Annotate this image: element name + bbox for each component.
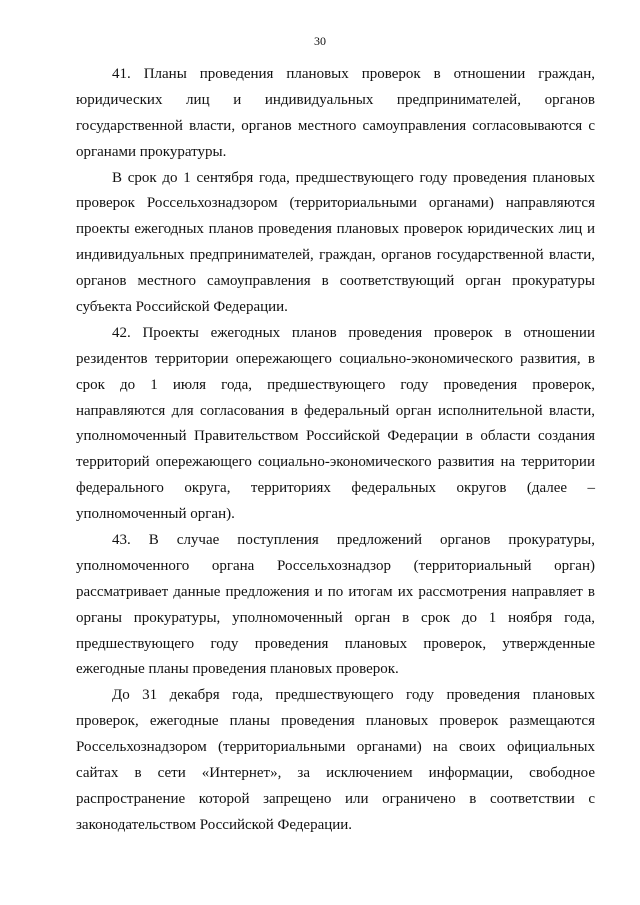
paragraph-deadline-line: проекты ежегодных планов проведения плановых проверок юридических лиц и	[76, 221, 595, 238]
paragraph-deadline-line: субъекта Российской Федерации.	[76, 299, 288, 316]
paragraph-43-line: ежегодные планы проведения плановых проверок.	[76, 661, 399, 678]
paragraph-42-line: 42. Проекты ежегодных планов проведения проверок в отношении	[112, 324, 595, 341]
document-body	[76, 62, 595, 839]
paragraph-41-line: юридических лиц и индивидуальных предпринимателей, органов	[76, 91, 595, 108]
paragraph-publication-line: распространение которой запрещено или ограничено в соответствии с	[76, 790, 595, 807]
paragraph-42-line: резидентов территории опережающего социально-экономического развития, в	[76, 350, 595, 367]
paragraph-42-line: уполномоченный орган).	[76, 506, 235, 523]
paragraph-42-line: уполномоченный Правительством Российской Федерации в области создания	[76, 428, 595, 445]
paragraph-43-line: предшествующего году проведения плановых проверок, утвержденные	[76, 635, 595, 652]
paragraph-deadline-line: индивидуальных предпринимателей, граждан, органов государственной власти,	[76, 247, 595, 264]
paragraph-42-line: направляются для согласования в федеральный орган исполнительной власти,	[76, 402, 595, 419]
paragraph-publication-line: законодательством Российской Федерации.	[76, 816, 353, 833]
paragraph-publication-line: проверок, ежегодные планы проведения плановых проверок размещаются	[76, 713, 595, 730]
paragraph-42-line: федерального округа, территориях федеральных округов (далее –	[76, 480, 595, 497]
paragraph-41-line: государственной власти, органов местного самоуправления согласовываются с	[76, 117, 595, 134]
paragraph-publication-line: До 31 декабря года, предшествующего году проведения плановых	[112, 687, 595, 704]
page-number: 30	[314, 34, 326, 48]
paragraph-deadline-line: В срок до 1 сентября года, предшествующего году проведения плановых	[112, 169, 595, 186]
paragraph-43-line: уполномоченного органа Россельхознадзор (территориальный орган)	[76, 557, 595, 574]
paragraph-41-line: 41. Планы проведения плановых проверок в отношении граждан,	[112, 66, 595, 82]
paragraph-deadline-line: проверок Россельхознадзором (территориальными органами) направляются	[76, 195, 595, 212]
paragraph-deadline-line: органов местного самоуправления в соответствующий орган прокуратуры	[76, 273, 595, 290]
paragraph-publication-line: сайтах в сети «Интернет», за исключением информации, свободное	[76, 765, 595, 782]
paragraph-42-line: срок до 1 июля года, предшествующего году проведения проверок,	[76, 376, 595, 393]
paragraph-43-line: рассматривает данные предложения и по итогам их рассмотрения направляет в	[76, 583, 595, 600]
paragraph-43-line: 43. В случае поступления предложений органов прокуратуры,	[112, 532, 595, 549]
paragraph-42-line: территорий опережающего социально-экономического развития на территории	[76, 454, 595, 471]
paragraph-publication-line: Россельхознадзором (территориальными органами) на своих официальных	[76, 739, 595, 756]
paragraph-43-line: органы прокуратуры, уполномоченный орган в срок до 1 ноября года,	[76, 609, 595, 626]
paragraph-41-line: органами прокуратуры.	[76, 143, 227, 160]
